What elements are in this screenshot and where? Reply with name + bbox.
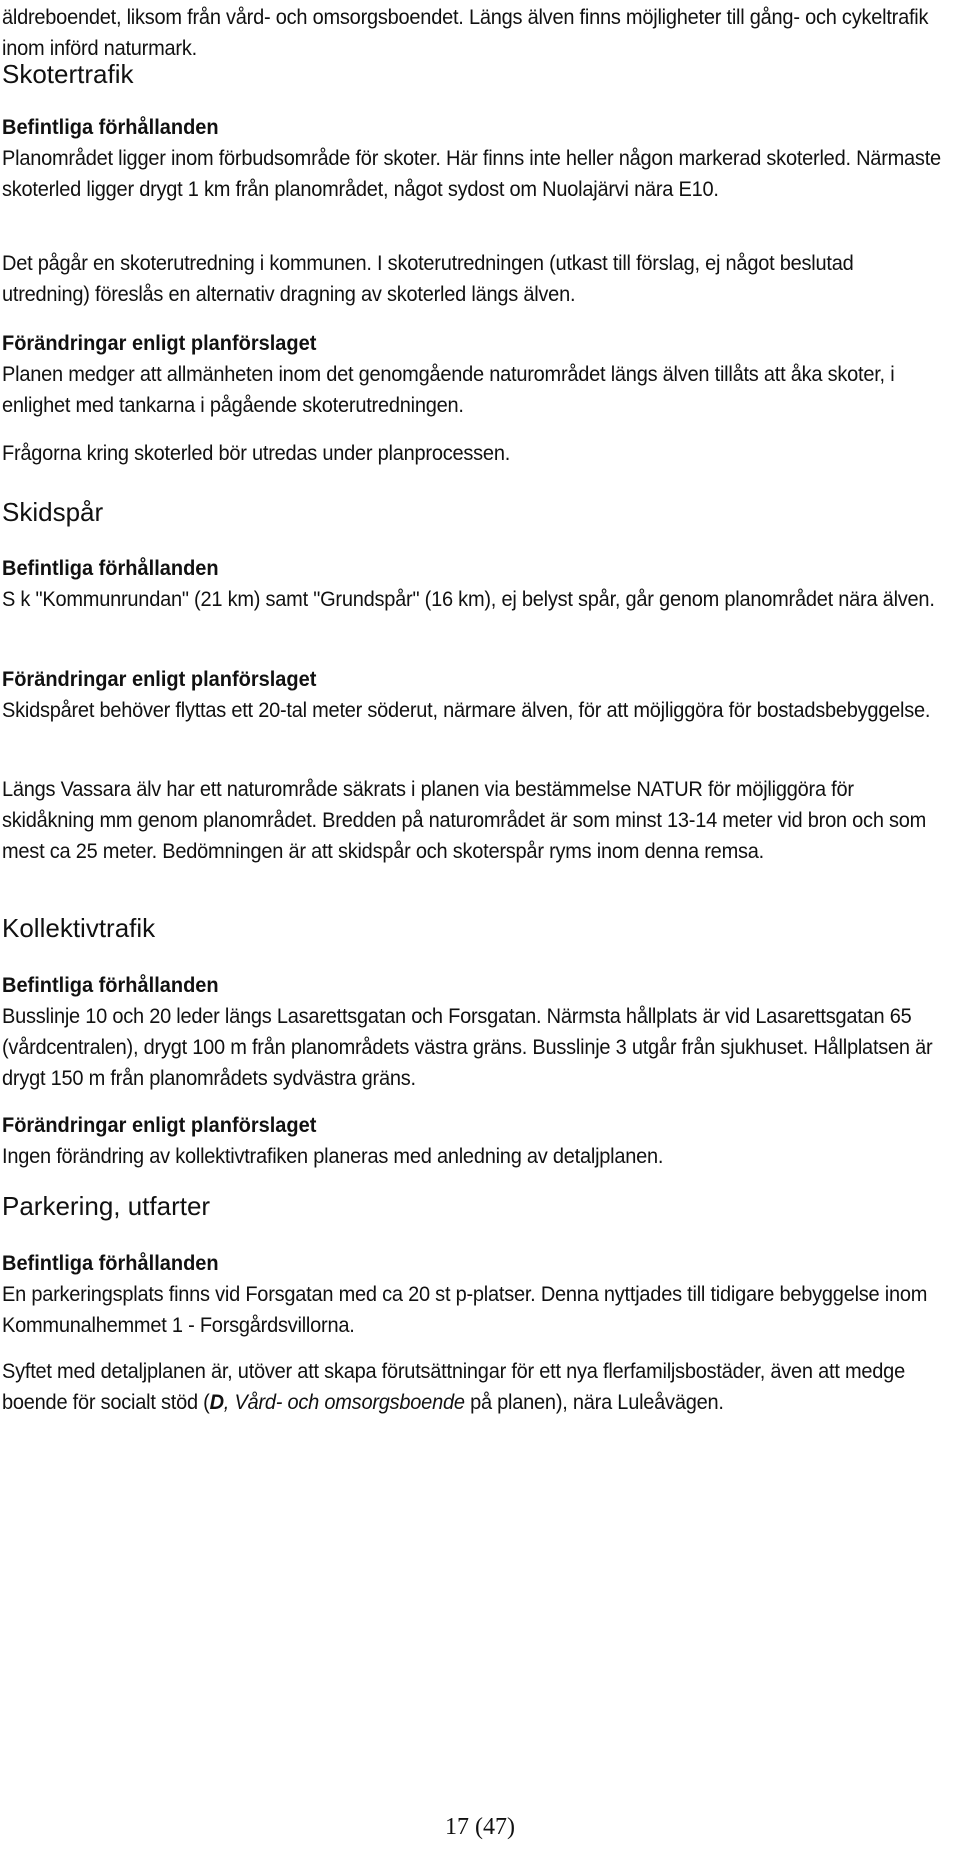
kollektivtrafik-forandringar <box>2 1110 942 1172</box>
section-heading: Parkering, utfarter <box>2 1191 211 1221</box>
skotertrafik-forandringar <box>2 328 942 421</box>
skidspar-forandringar <box>2 664 942 726</box>
paragraph: Ingen förändring av kollektivtrafiken planeras med anledning av detaljplanen. <box>2 1144 664 1168</box>
section-heading: Skidspår <box>2 497 104 527</box>
syfte-paragraph <box>2 1356 941 1418</box>
skidspar-befintliga <box>2 553 942 615</box>
section-skidspar <box>2 496 942 528</box>
paragraph: Längs Vassara älv har ett naturområde säkrats i planen via bestämmelse NATUR för möjliggöra för skidåkning mm genom planområdet. Bredden på naturområdet är som minst 13-14 meter vid bron och som mest ca 25 meter. Bedömningen är att skidspår och skoterspår ryms inom denna remsa. <box>2 777 927 863</box>
syfte-italic-text: , Vård- och omsorgsboende <box>223 1390 465 1414</box>
paragraph: Frågorna kring skoterled bör utredas under planprocessen. <box>2 441 511 465</box>
kollektivtrafik-befintliga <box>2 970 942 1094</box>
paragraph: En parkeringsplats finns vid Forsgatan med ca 20 st p-platser. Denna nyttjades till tidigare bebyggelse inom Kommunalhemmet 1 - Forsgårdsvillorna. <box>2 1282 928 1337</box>
skotertrafik-befintliga <box>2 112 942 205</box>
intro-text: äldreboendet, liksom från vård- och omsorgsboendet. Längs älven finns möjligheter till gång- och cykeltrafik inom införd naturmark. <box>2 5 929 60</box>
syfte-text-start: Syftet med detaljplanen är, utöver att skapa förutsättningar för ett nya flerfamiljsbostäder, även att medge boende för socialt stöd ( <box>2 1359 905 1414</box>
subheading: Befintliga förhållanden <box>2 115 219 139</box>
parkering-syfte <box>2 1356 942 1418</box>
paragraph: Planen medger att allmänheten inom det genomgående naturområdet längs älven tillåts att åka skoter, i enlighet med tankarna i pågående skoterutredningen. <box>2 362 895 417</box>
subheading: Befintliga förhållanden <box>2 973 219 997</box>
section-parkering <box>2 1190 942 1222</box>
skidspar-paragraph-3 <box>2 774 942 867</box>
subheading: Förändringar enligt planförslaget <box>2 667 317 691</box>
skotertrafik-paragraph <box>2 248 942 310</box>
section-kollektivtrafik <box>2 912 942 944</box>
paragraph: Busslinje 10 och 20 leder längs Lasarettsgatan och Forsgatan. Närmsta hållplats är vid Lasarettsgatan 65 (vårdcentralen), drygt 100 m från planområdets västra gräns. Busslinje 3 utgår från sjukhuset. Hållplatsen är drygt 150 m från planområdets sydvästra gräns. <box>2 1004 933 1090</box>
paragraph: Skidspåret behöver flyttas ett 20-tal meter söderut, närmare älven, för att möjliggöra för bostadsbebyggelse. <box>2 698 931 722</box>
parkering-befintliga <box>2 1248 942 1341</box>
subheading: Befintliga förhållanden <box>2 1251 219 1275</box>
paragraph: Det pågår en skoterutredning i kommunen. I skoterutredningen (utkast till förslag, ej något beslutad utredning) föreslås en alternativ dragning av skoterled längs älven. <box>2 251 854 306</box>
paragraph: Planområdet ligger inom förbudsområde för skoter. Här finns inte heller någon markerad skoterled. Närmaste skoterled ligger drygt 1 km från planområdet, något sydost om Nuolajärvi nära E10. <box>2 146 941 201</box>
paragraph: S k "Kommunrundan" (21 km) samt "Grundspår" (16 km), ej belyst spår, går genom planområdet nära älven. <box>2 587 935 611</box>
section-skotertrafik <box>2 58 942 90</box>
subheading: Befintliga förhållanden <box>2 556 219 580</box>
subheading: Förändringar enligt planförslaget <box>2 331 317 355</box>
intro-paragraph <box>2 2 942 64</box>
page-number: 17 (47) <box>445 1814 515 1840</box>
section-heading: Kollektivtrafik <box>2 913 156 943</box>
syfte-symbol-d: D <box>209 1390 224 1414</box>
skotertrafik-paragraph-4 <box>2 438 942 469</box>
subheading: Förändringar enligt planförslaget <box>2 1113 317 1137</box>
section-heading: Skotertrafik <box>2 59 134 89</box>
syfte-text-end: på planen), nära Luleåvägen. <box>464 1390 724 1414</box>
